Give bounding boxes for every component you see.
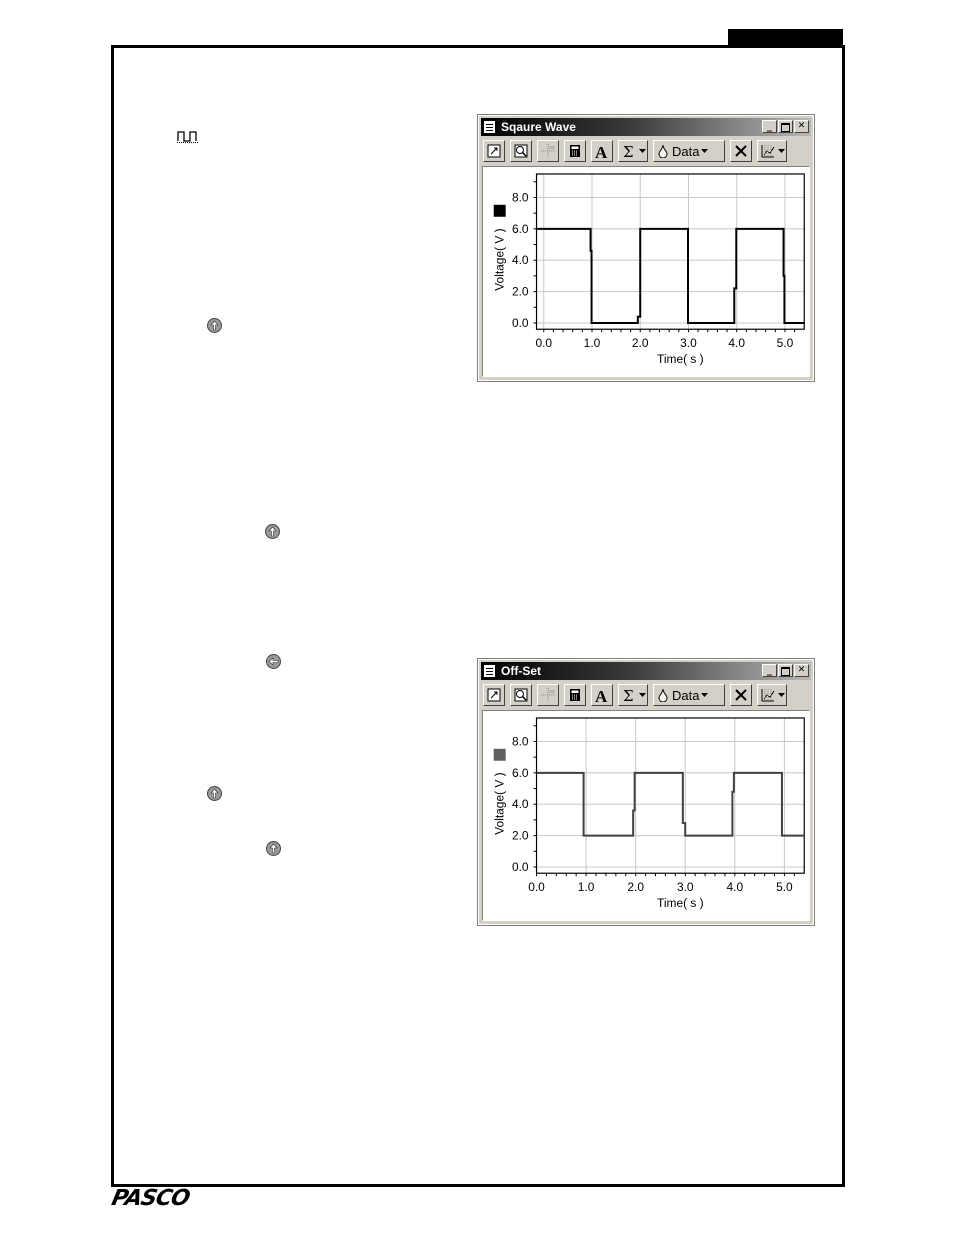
arrow-up-icon bbox=[207, 318, 222, 333]
graph-settings-button[interactable] bbox=[757, 140, 787, 162]
x-tick-label: 4.0 bbox=[726, 880, 744, 895]
x-tick-label: 4.0 bbox=[728, 336, 746, 351]
svg-text:xy: xy bbox=[549, 689, 555, 695]
zoom-icon bbox=[513, 143, 529, 159]
x-tick-label: 3.0 bbox=[680, 336, 697, 351]
x-tick-label: 5.0 bbox=[776, 880, 793, 895]
svg-text:Σ: Σ bbox=[622, 687, 634, 703]
x-tick-label: 0.0 bbox=[528, 880, 545, 895]
arrow-left-icon bbox=[266, 654, 281, 669]
graph-display[interactable] bbox=[482, 166, 810, 377]
annotation-button[interactable] bbox=[591, 140, 613, 162]
delete-icon bbox=[733, 687, 749, 703]
legend-swatch[interactable] bbox=[494, 749, 506, 761]
zoom-button[interactable] bbox=[510, 140, 532, 162]
window-titlebar[interactable] bbox=[481, 118, 811, 136]
statistics-icon bbox=[621, 687, 637, 703]
x-axis-label: Time( s ) bbox=[657, 352, 704, 367]
legend-swatch[interactable] bbox=[494, 205, 506, 217]
data-menu-button[interactable] bbox=[653, 140, 725, 162]
annotation-icon bbox=[594, 143, 610, 159]
graph-toolbar bbox=[483, 139, 809, 163]
graph-window-off-set[interactable] bbox=[478, 659, 814, 925]
graph-display[interactable] bbox=[482, 710, 810, 921]
smart-cursor-button[interactable] bbox=[537, 684, 559, 706]
x-tick-label: 5.0 bbox=[776, 336, 794, 351]
y-tick-label: 6.0 bbox=[511, 221, 529, 236]
y-axis-label: Voltage( V ) bbox=[492, 228, 507, 291]
document-icon bbox=[483, 120, 496, 134]
annotation-button[interactable] bbox=[591, 684, 613, 706]
minimize-button[interactable]: _ bbox=[762, 120, 777, 133]
svg-text:xy: xy bbox=[549, 145, 555, 151]
data-series-line bbox=[537, 229, 805, 323]
statistics-icon bbox=[621, 143, 637, 159]
graph-settings-button[interactable] bbox=[757, 684, 787, 706]
graph-settings-icon bbox=[760, 687, 776, 703]
close-button[interactable]: ✕ bbox=[794, 120, 809, 133]
close-button[interactable]: ✕ bbox=[794, 664, 809, 677]
y-axis-label: Voltage( V ) bbox=[492, 772, 507, 835]
y-tick-label: 8.0 bbox=[511, 190, 529, 205]
y-tick-label: 4.0 bbox=[511, 253, 529, 268]
x-tick-label: 1.0 bbox=[583, 336, 601, 351]
delete-button[interactable] bbox=[730, 140, 752, 162]
svg-text:Σ: Σ bbox=[622, 143, 634, 159]
calculator-button[interactable] bbox=[564, 684, 586, 706]
autoscale-icon bbox=[486, 143, 502, 159]
window-title: Sqaure Wave bbox=[501, 120, 576, 134]
pasco-logo: PASCO bbox=[109, 1186, 192, 1211]
maximize-button[interactable] bbox=[778, 120, 793, 133]
graph-window-square-wave[interactable] bbox=[478, 115, 814, 381]
x-tick-label: 0.0 bbox=[535, 336, 553, 351]
x-tick-label: 2.0 bbox=[631, 336, 649, 351]
autoscale-icon bbox=[486, 687, 502, 703]
smart-cursor-icon bbox=[540, 143, 556, 159]
delete-icon bbox=[733, 143, 749, 159]
statistics-button[interactable] bbox=[618, 684, 648, 706]
line-chart bbox=[483, 711, 809, 920]
autoscale-button[interactable] bbox=[483, 684, 505, 706]
calculator-button[interactable] bbox=[564, 140, 586, 162]
line-chart bbox=[483, 167, 809, 376]
data-menu-button[interactable] bbox=[653, 684, 725, 706]
data-icon bbox=[657, 144, 669, 158]
data-menu-label: Data bbox=[672, 143, 700, 159]
svg-text:A: A bbox=[595, 143, 608, 159]
smart-cursor-icon bbox=[540, 687, 556, 703]
svg-text:A: A bbox=[595, 687, 608, 703]
document-icon bbox=[483, 664, 496, 678]
x-tick-label: 3.0 bbox=[676, 880, 694, 895]
y-tick-label: 6.0 bbox=[511, 765, 529, 780]
y-tick-label: 2.0 bbox=[511, 828, 529, 843]
arrow-up-icon bbox=[207, 786, 222, 801]
delete-button[interactable] bbox=[730, 684, 752, 706]
annotation-icon bbox=[594, 687, 610, 703]
maximize-button[interactable] bbox=[778, 664, 793, 677]
square-wave-icon bbox=[177, 129, 199, 143]
zoom-icon bbox=[513, 687, 529, 703]
arrow-up-icon bbox=[266, 841, 281, 856]
x-tick-label: 2.0 bbox=[627, 880, 644, 895]
data-menu-label: Data bbox=[672, 687, 700, 703]
smart-cursor-button[interactable] bbox=[537, 140, 559, 162]
y-tick-label: 2.0 bbox=[511, 284, 529, 299]
data-icon bbox=[657, 688, 669, 702]
window-title: Off-Set bbox=[501, 664, 541, 678]
calculator-icon bbox=[567, 687, 583, 703]
graph-toolbar bbox=[483, 683, 809, 707]
x-axis-label: Time( s ) bbox=[657, 896, 704, 911]
zoom-button[interactable] bbox=[510, 684, 532, 706]
x-tick-label: 1.0 bbox=[577, 880, 595, 895]
graph-settings-icon bbox=[760, 143, 776, 159]
autoscale-button[interactable] bbox=[483, 140, 505, 162]
minimize-button[interactable]: _ bbox=[762, 664, 777, 677]
statistics-button[interactable] bbox=[618, 140, 648, 162]
y-tick-label: 8.0 bbox=[511, 734, 529, 749]
window-titlebar[interactable] bbox=[481, 662, 811, 680]
y-tick-label: 0.0 bbox=[511, 859, 529, 874]
y-tick-label: 4.0 bbox=[511, 797, 529, 812]
arrow-up-icon bbox=[265, 524, 280, 539]
calculator-icon bbox=[567, 143, 583, 159]
y-tick-label: 0.0 bbox=[511, 315, 529, 330]
